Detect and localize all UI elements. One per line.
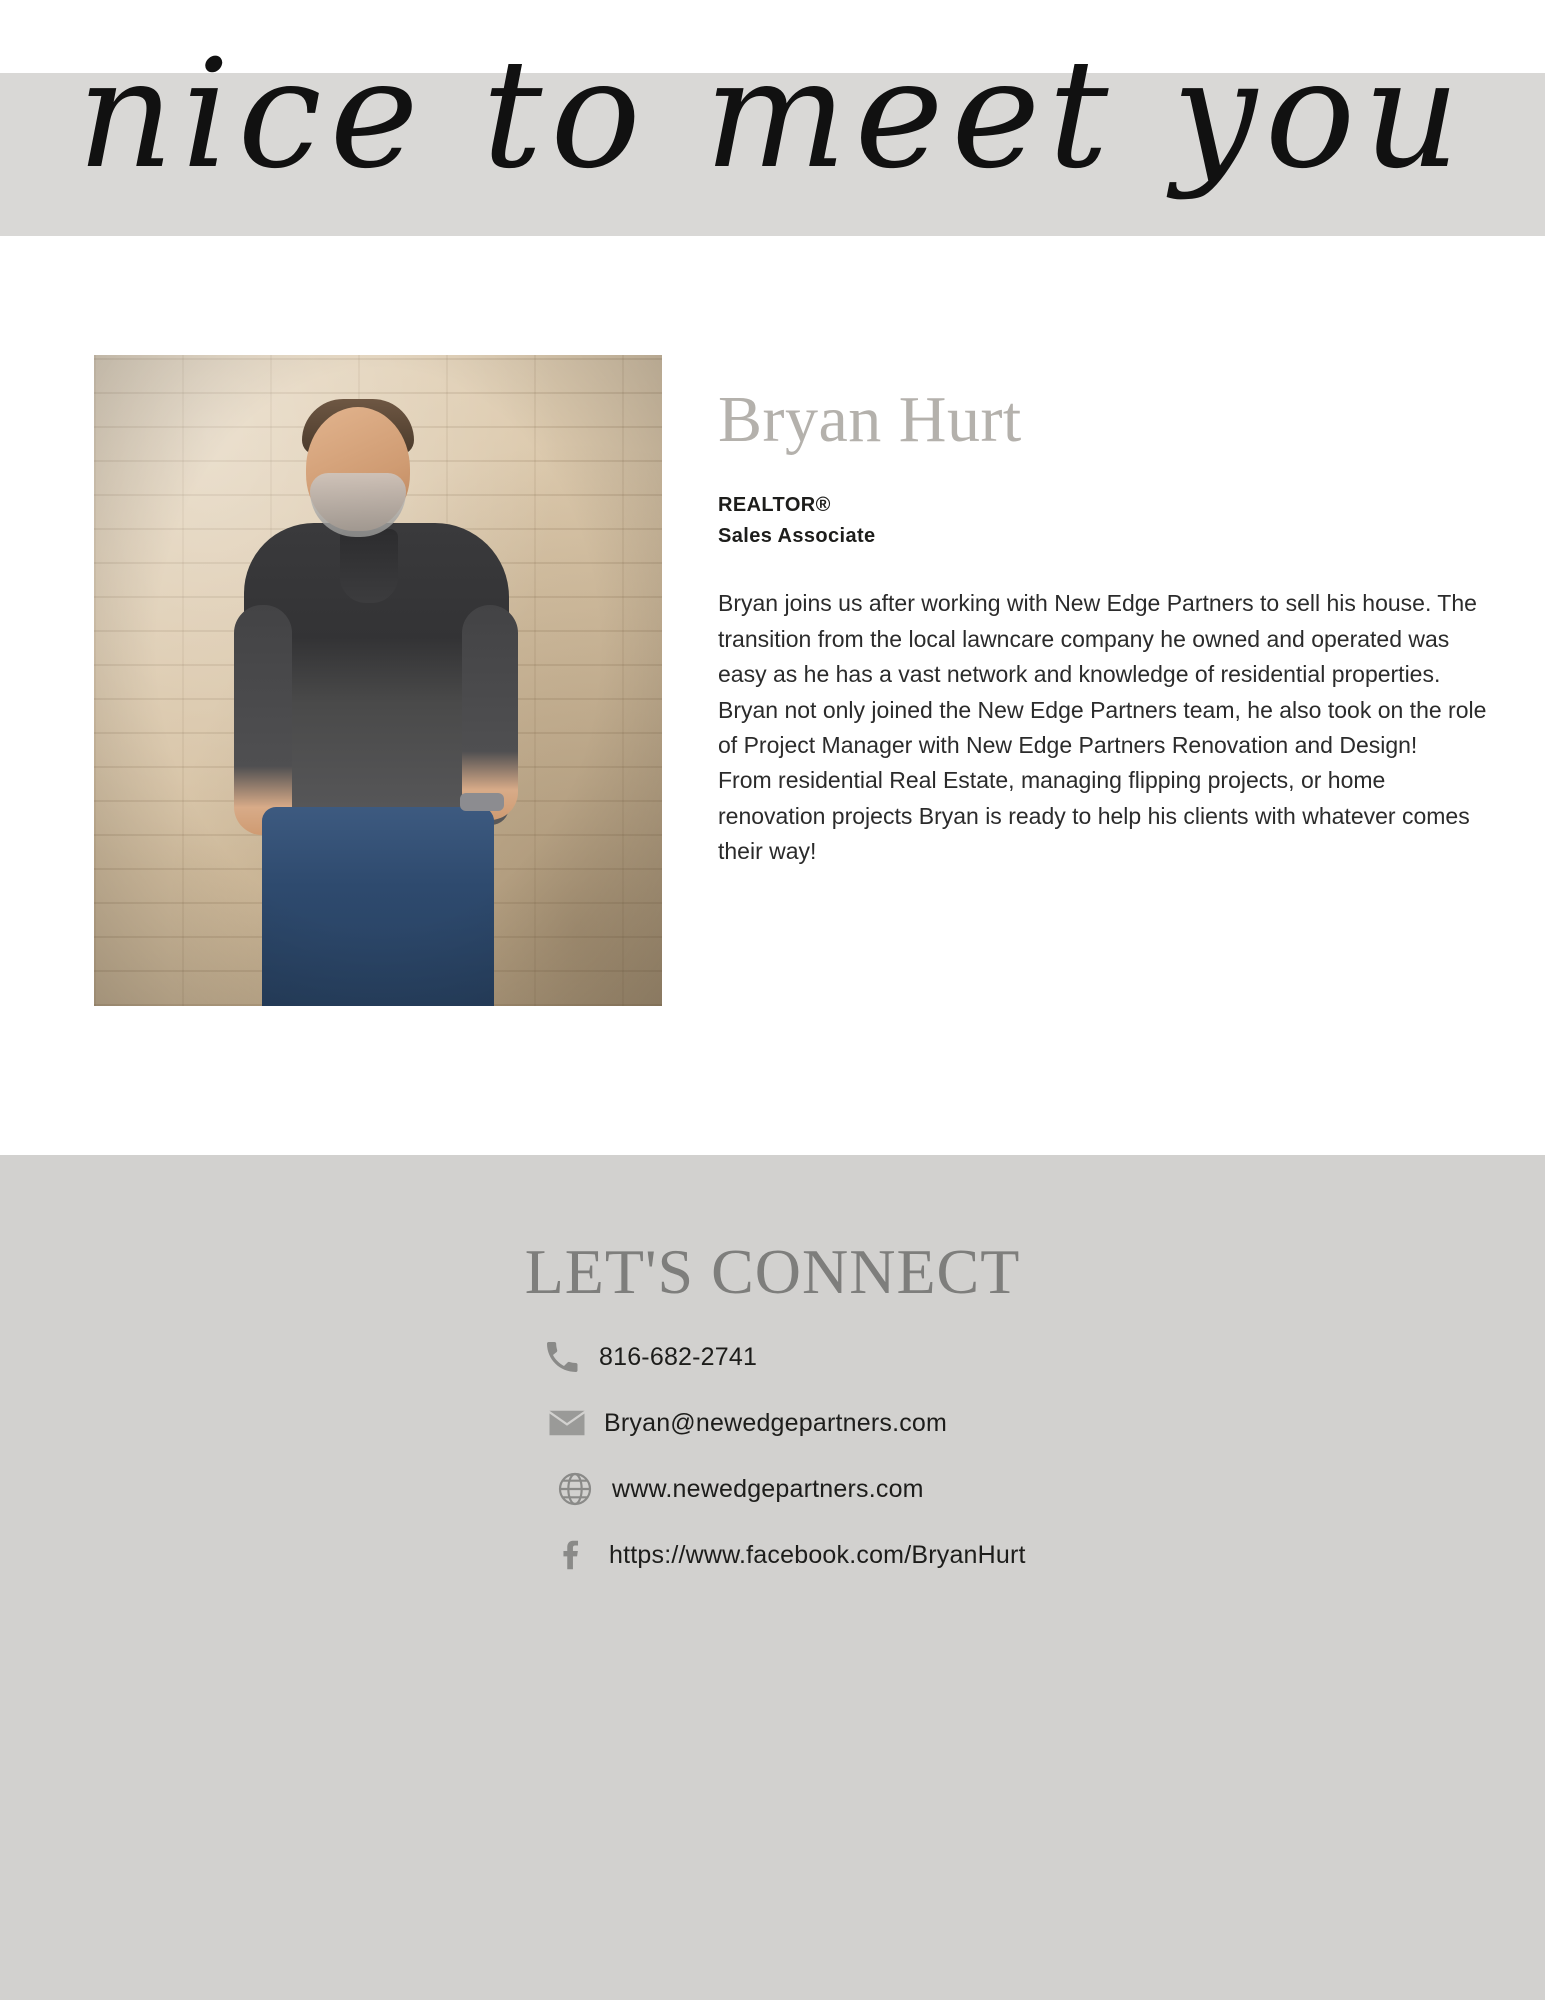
agent-name: Bryan Hurt: [718, 383, 1022, 456]
bio-paragraph-2: From residential Real Estate, managing flipping projects, or home renovation projects Bryan is ready to help his clients with whatever comes their way!: [718, 767, 1470, 865]
phone-value: 816-682-2741: [599, 1342, 758, 1371]
agent-role-line-2: Sales Associate: [718, 525, 876, 548]
photo-vignette: [94, 355, 662, 1006]
agent-role-line-1: REALTOR®: [718, 494, 831, 517]
contact-row-website[interactable]: [0, 1465, 1545, 1513]
contact-row-phone[interactable]: [0, 1333, 1545, 1381]
contact-row-email[interactable]: [0, 1399, 1545, 1447]
contact-list: [0, 1333, 1545, 1597]
bio-paragraph-1: Bryan joins us after working with New Edge Partners to sell his house. The transition from the local lawncare company he owned and operated was easy as he has a vast network and knowledge of residential properties. Bryan not only joined the New Edge Partners team, he also took on the role of Project Manager with New Edge Partners Renovation and Design!: [718, 590, 1487, 758]
phone-icon: [535, 1333, 589, 1381]
website-value: www.newedgepartners.com: [612, 1474, 924, 1503]
agent-role: [718, 490, 1498, 552]
connect-heading: LET'S CONNECT: [524, 1236, 1021, 1307]
envelope-icon: [540, 1399, 594, 1447]
facebook-icon: [545, 1531, 599, 1579]
globe-icon: [548, 1465, 602, 1513]
profile-section: [0, 355, 1545, 1155]
headshot-photo: [94, 355, 662, 1006]
bio-block: [718, 385, 1498, 870]
contact-row-facebook[interactable]: [0, 1531, 1545, 1579]
facebook-value: https://www.facebook.com/BryanHurt: [609, 1540, 1026, 1569]
email-value: Bryan@newedgepartners.com: [604, 1408, 948, 1437]
page-title: nice to meet you: [77, 28, 1468, 202]
footer-band: [0, 1155, 1545, 2000]
